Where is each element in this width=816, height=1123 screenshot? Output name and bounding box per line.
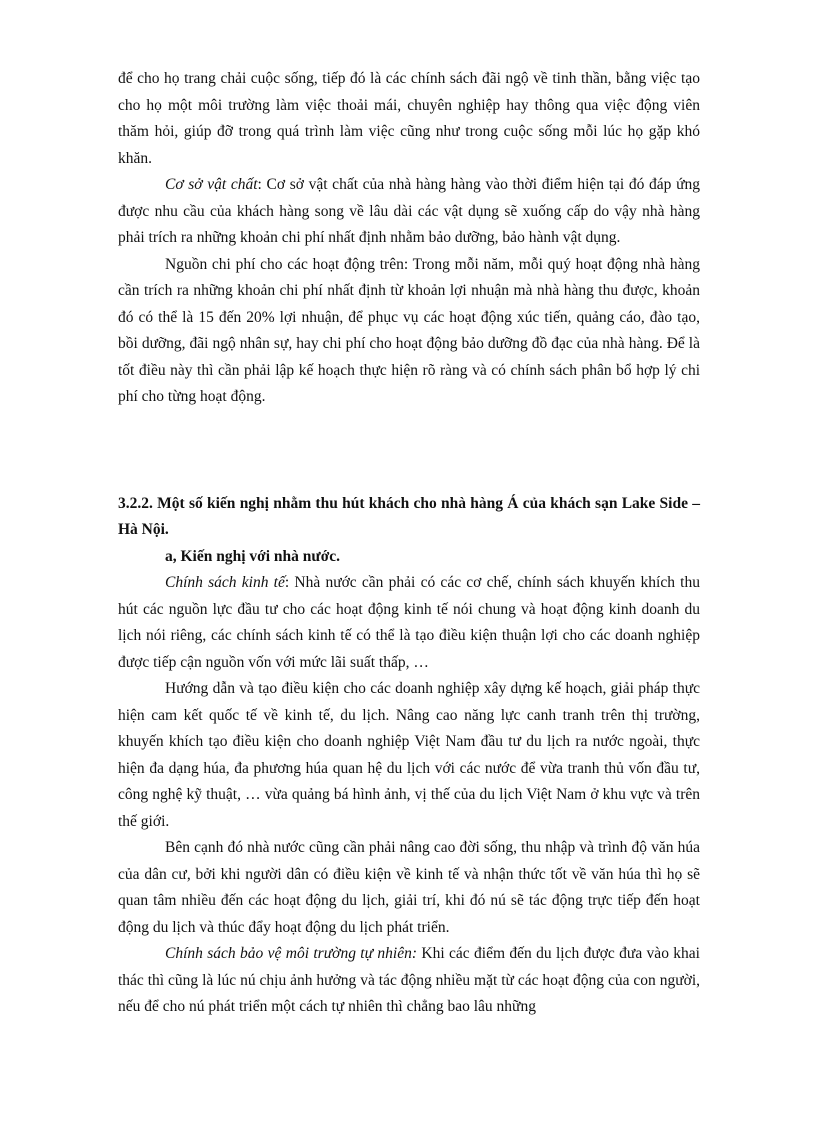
environment-policy-label: Chính sách bảo vệ môi trường tự nhiên:	[165, 945, 418, 962]
document-page	[118, 66, 700, 1021]
paragraph-guidance: Hướng dẫn và tạo điều kiện cho các doanh nghiệp xây dựng kế hoạch, giải pháp thực hiện cam kết quốc tế về kinh tế, du lịch. Nâng cao năng lực canh tranh trên thị trường, khuyến khích tạo điều kiện cho doanh nghiệp Việt Nam đầu tư du lịch ra nước ngoài, thực hiện đa dạng húa, đa phương húa quan hệ du lịch với các nước để vừa tranh thủ vốn đầu tư, công nghệ kỹ thuật, … vừa quảng bá hình ảnh, vị thế của du lịch Việt Nam ở khu vực và trên thế giới.	[118, 680, 700, 830]
environment-policy-text: Khi các điểm đến du lịch được đưa vào khai thác thì cũng là lúc nú chịu ảnh hưởng và tác động nhiều mặt từ các hoạt động của con người, nếu để cho nú phát triển một cách tự nhiên thì chẳng bao lâu những	[118, 945, 700, 1015]
economic-policy-label: Chính sách kinh tế	[165, 574, 285, 591]
paragraph-living-standards: Bên cạnh đó nhà nước cũng cần phải nâng cao đời sống, thu nhập và trình độ văn húa của dân cư, bởi khi người dân có điều kiện về kinh tế và nhận thức tốt về văn húa thì họ sẽ quan tâm nhiều đến các hoạt động du lịch, giải trí, khi đó nú sẽ tác động trực tiếp đến hoạt động du lịch và thúc đẩy hoạt động du lịch phát triển.	[118, 839, 700, 936]
section-heading: 3.2.2. Một số kiến nghị nhằm thu hút khách cho nhà hàng Á của khách sạn Lake Side – Hà Nội.	[118, 494, 700, 538]
paragraph-facilities	[118, 172, 700, 252]
paragraph-staff-policy: để cho họ trang chải cuộc sống, tiếp đó là các chính sách đãi ngộ về tinh thần, bằng việc tạo cho họ một môi trường làm việc thoải mái, chuyên nghiệp hay thông qua việc động viên thăm hỏi, giúp đỡ trong quá trình làm việc cũng như trong cuộc sống mỗi lúc họ gặp khó khăn.	[118, 70, 700, 167]
paragraph-economic-policy	[118, 570, 700, 676]
facilities-label: Cơ sở vật chất	[165, 176, 258, 193]
paragraph-environment-policy	[118, 941, 700, 1021]
economic-policy-text: : Nhà nước cần phải có các cơ chế, chính sách khuyến khích thu hút các nguồn lực đầu tư cho các hoạt động kinh tế nói chung và hoạt động kinh doanh du lịch nói riêng, các chính sách kinh tế có thể là tạo điều kiện thuận lợi cho các doanh nghiệp được tiếp cận nguồn vốn với mức lãi suất thấp, …	[118, 574, 700, 671]
section-gap	[118, 411, 700, 491]
paragraph-funding: Nguồn chi phí cho các hoạt động trên: Trong mỗi năm, mỗi quý hoạt động nhà hàng cần trích ra những khoản chi phí nhất định từ khoản lợi nhuận mà nhà hàng thu được, khoản đó có thể là 15 đến 20% lợi nhuận, để phục vụ các hoạt động xúc tiến, quảng cáo, đào tạo, bồi dưỡng, đãi ngộ nhân sự, hay chi phí cho hoạt động bảo dưỡng đồ đạc của nhà hàng. Để là tốt điều này thì cần phải lập kế hoạch thực hiện rõ ràng và có chính sách phân bổ hợp lý chi phí cho từng hoạt động.	[118, 255, 700, 405]
facilities-text: : Cơ sở vật chất của nhà hàng hàng vào thời điểm hiện tại đó đáp ứng được nhu cầu của khách hàng song về lâu dài các vật dụng sẽ xuống cấp do vậy nhà hàng phải trích ra những khoản chi phí nhất định nhằm bảo dưỡng, bảo hành vật dụng.	[118, 176, 700, 246]
subsection-heading: a, Kiến nghị với nhà nước.	[165, 547, 341, 565]
